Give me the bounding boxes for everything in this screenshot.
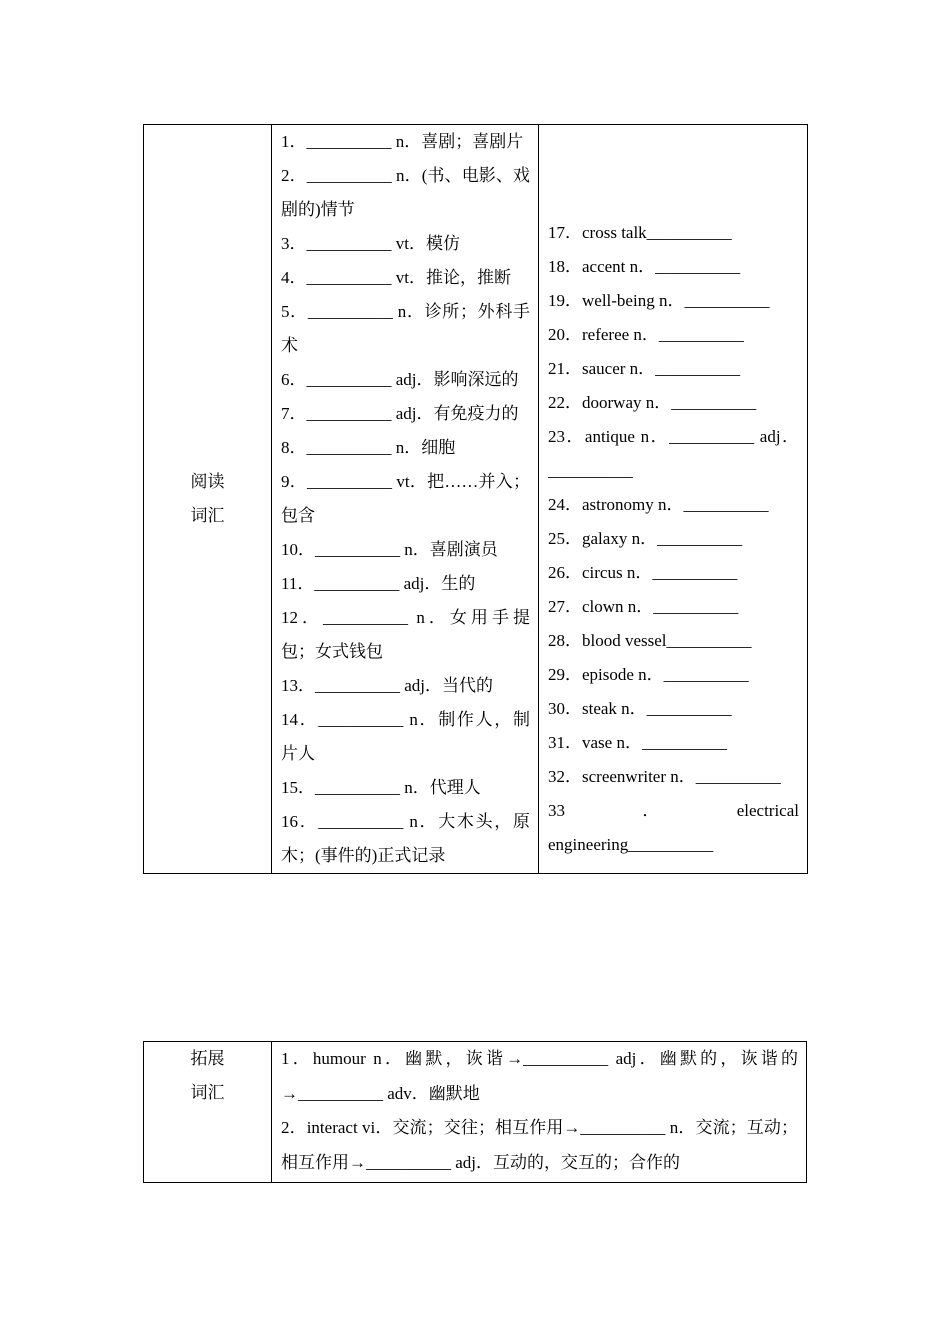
vocab-item-32: 32．screenwriter n．__________ [548,767,781,786]
vocab-item-1: 1．__________ n．喜剧；喜剧片 [281,132,524,151]
vocab-item-30: 30．steak n．__________ [548,699,732,718]
vocab-item-12: 12．__________ n．女用手提包；女式钱包 [281,608,530,661]
vocab-item-10: 10．__________ n．喜剧演员 [281,540,498,559]
reading-items-left-list [272,125,538,873]
vocab-item-6: 6．__________ adj．影响深远的 [281,370,519,389]
vocab-item-8: 8．__________ n．细胞 [281,438,456,457]
vocab-item-9: 9．__________ vt．把……并入；包含 [281,472,530,525]
extension-items-cell [272,1042,807,1183]
vocab-item-15: 15．__________ n．代理人 [281,778,481,797]
reading-vocab-table [143,124,808,874]
extension-category-label-1: 拓展 [190,1049,225,1068]
vocab-item-33: 33．electrical engineering__________ [548,801,799,854]
vocab-item-2: 2．__________ n．(书、电影、戏剧的)情节 [281,166,530,219]
vocab-item-26: 26．circus n．__________ [548,563,738,582]
vocab-item-18: 18．accent n．__________ [548,257,741,276]
vocab-item-31: 31．vase n．__________ [548,733,727,752]
extension-items-list [272,1042,806,1182]
vocab-item-28: 28．blood vessel__________ [548,631,752,650]
vocab-item-21: 21．saucer n．__________ [548,359,741,378]
vocab-item-29: 29．episode n．__________ [548,665,749,684]
vocab-item-3: 3．__________ vt．模仿 [281,234,460,253]
vocab-item-17: 17．cross talk__________ [548,223,732,242]
vocab-item-11: 11．__________ adj．生的 [281,574,476,593]
reading-items-left-cell [272,125,539,874]
vocab-item-23: 23．antique n．__________ adj．__________ [548,427,799,480]
reading-category-cell [144,125,272,874]
reading-items-right-cell [539,125,808,874]
reading-category-label-1: 阅读 [190,472,225,491]
vocab-item-24: 24．astronomy n．__________ [548,495,769,514]
reading-items-right-list [539,125,807,862]
vocab-item-25: 25．galaxy n．__________ [548,529,743,548]
extension-item-1: 1．humour n．幽默，诙谐→__________ adj．幽默的，诙谐的→__________ adv．幽默地 [281,1049,798,1103]
vocab-item-4: 4．__________ vt．推论，推断 [281,268,511,287]
extension-category-cell [144,1042,272,1183]
vocab-item-14: 14．__________ n．制作人，制片人 [281,710,530,763]
extension-vocab-table [143,1041,807,1183]
extension-item-2: 2．interact vi．交流；交往；相互作用→__________ n．交流；互动；相互作用→__________ adj．互动的，交互的；合作的 [281,1118,798,1172]
vocab-item-22: 22．doorway n．__________ [548,393,757,412]
reading-category-label-2: 词汇 [190,506,225,525]
vocab-item-27: 27．clown n．__________ [548,597,739,616]
vocab-item-7: 7．__________ adj．有免疫力的 [281,404,519,423]
vocab-item-16: 16．__________ n．大木头，原木；(事件的)正式记录 [281,812,530,865]
vocab-item-20: 20．referee n．__________ [548,325,744,344]
vocab-item-13: 13．__________ adj．当代的 [281,676,494,695]
vocab-item-5: 5．__________ n．诊所；外科手术 [281,302,530,355]
vocab-item-19: 19．well-being n．__________ [548,291,770,310]
extension-category-label-2: 词汇 [190,1083,225,1102]
